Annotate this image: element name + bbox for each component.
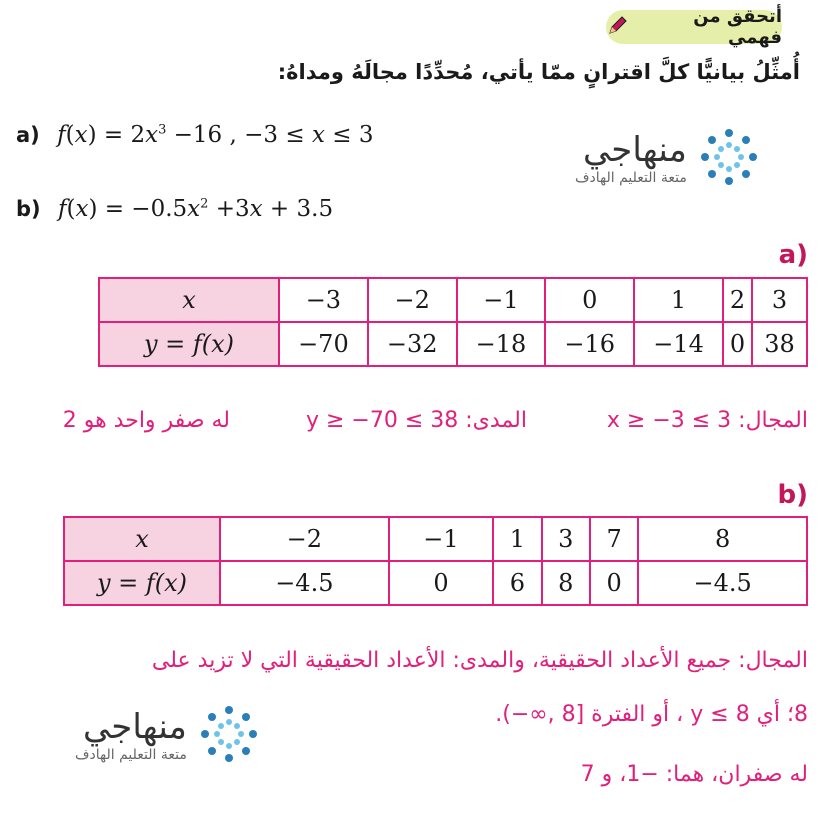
minhaji-logo xyxy=(575,125,761,193)
table-b-cell: −1 xyxy=(389,517,494,561)
table-b-cell: 6 xyxy=(493,561,541,605)
part-a-domain: المجال: 3 ≥ x ≥ −3 xyxy=(606,408,808,433)
table-a-cell: 38 xyxy=(752,322,807,366)
table-a-cell: −18 xyxy=(457,322,546,366)
table-b-x-row xyxy=(64,517,807,561)
table-b-y-row xyxy=(64,561,807,605)
table-b-cell: 8 xyxy=(542,561,590,605)
logo-tagline: متعة التعليم الهادف xyxy=(75,746,187,763)
table-b-cell: 1 xyxy=(493,517,541,561)
part-b-domain-range-line1: المجال: جميع الأعداد الحقيقية، والمدى: الأعداد الحقيقية التي لا تزيد على xyxy=(151,648,808,673)
minhaji-emblem-icon xyxy=(697,125,761,193)
table-a-cell: −2 xyxy=(368,278,457,322)
table-b-cell: 0 xyxy=(389,561,494,605)
table-a-cell: 0 xyxy=(545,278,634,322)
table-b-cell: 8 xyxy=(638,517,807,561)
table-a xyxy=(98,277,808,367)
table-a-cell: −3 xyxy=(279,278,368,322)
logo-name: منهاجي xyxy=(582,130,687,171)
table-a-cell: −16 xyxy=(545,322,634,366)
table-a-cell: −14 xyxy=(634,322,723,366)
part-a-label: a) xyxy=(778,240,808,270)
question-b-label: b) xyxy=(16,197,41,221)
table-a-cell: 2 xyxy=(723,278,752,322)
table-a-cell: 1 xyxy=(634,278,723,322)
table-a-x-row xyxy=(99,278,807,322)
table-a-header-y: y = f(x) xyxy=(99,322,279,366)
table-a-cell: −70 xyxy=(279,322,368,366)
banner-label: أتحقق من فهمي xyxy=(693,6,782,48)
minhaji-emblem-icon xyxy=(197,702,261,770)
table-b-header-x: x xyxy=(64,517,220,561)
table-a-cell: −1 xyxy=(457,278,546,322)
table-b-cell: −2 xyxy=(220,517,389,561)
question-a xyxy=(16,122,373,148)
table-b-cell: 3 xyxy=(542,517,590,561)
table-b xyxy=(63,516,808,606)
table-a-cell: 3 xyxy=(752,278,807,322)
pencil-icon xyxy=(606,13,630,42)
table-a-cell: −32 xyxy=(368,322,457,366)
part-b-domain-range-line2: 8؛ أي 8 ≥ y ، أو الفترة [8 ,∞−). xyxy=(495,702,808,727)
instruction-text: أُمثِّلُ بيانيًّا كلَّ اقترانٍ ممّا يأتي، مُحدِّدًا مجالَهُ ومداهُ: xyxy=(277,60,800,84)
part-a-zero: له صفر واحد هو 2 xyxy=(62,408,230,433)
table-b-cell: 0 xyxy=(590,561,638,605)
check-understanding-banner xyxy=(606,6,782,48)
minhaji-logo-bottom xyxy=(75,702,261,770)
table-a-header-x: x xyxy=(99,278,279,322)
logo-tagline: متعة التعليم الهادف xyxy=(575,169,687,186)
table-b-cell: −4.5 xyxy=(220,561,389,605)
part-b-zeros: له صفران، هما: −1، و 7 xyxy=(580,762,808,787)
table-b-cell: −4.5 xyxy=(638,561,807,605)
part-a-range: المدى: 38 ≥ y ≥ −70 xyxy=(305,408,527,433)
part-b-label: b) xyxy=(777,480,808,510)
logo-name: منهاجي xyxy=(82,707,187,748)
question-b xyxy=(16,196,333,222)
table-a-y-row xyxy=(99,322,807,366)
question-a-expression: $f(x) = 2x^3 -16$ , −3 ≤ x ≤ 3 xyxy=(57,122,374,148)
question-a-label: a) xyxy=(16,123,40,147)
question-b-expression: $f(x) = -0.5x^2 +3x + 3.5$ xyxy=(57,196,334,222)
table-a-cell: 0 xyxy=(723,322,752,366)
table-b-cell: 7 xyxy=(590,517,638,561)
table-b-header-y: y = f(x) xyxy=(64,561,220,605)
